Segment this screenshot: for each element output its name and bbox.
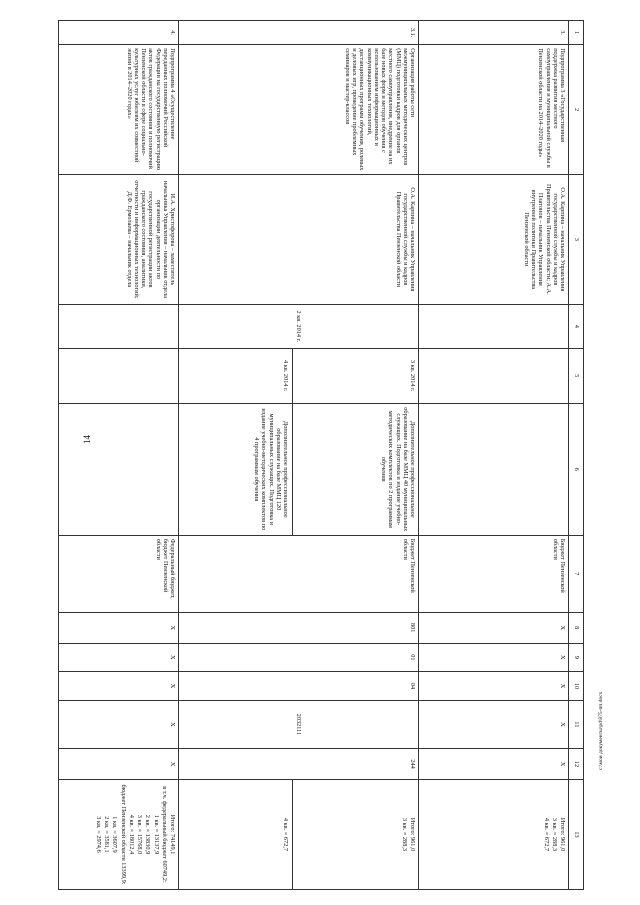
code-c9: 01 xyxy=(179,643,419,672)
result-b: Дополнительное профессиональное образование на базе ММЦ 120 муниципальных служащих. Подготовка и издание учебно-методических комплектов по 4 программам обучения xyxy=(253,404,293,535)
cell-c6 xyxy=(179,403,419,535)
col-header: 10 xyxy=(569,672,584,701)
code-c9: Х xyxy=(419,643,569,672)
code-c8: Х xyxy=(419,612,569,643)
financing-line: Итого: 961,0 xyxy=(559,817,566,852)
col-header: 1 xyxy=(569,21,584,45)
row-number: 3. xyxy=(419,21,569,45)
code-c8: Х xyxy=(59,612,179,643)
funding-source: Бюджет Пензенской области xyxy=(419,535,569,612)
financing-line: в т.ч. федеральный бюджет 60749,2: xyxy=(160,786,168,883)
col-header: 12 xyxy=(569,749,584,780)
financing-line: 2 кв. = 13830,9 xyxy=(144,814,152,855)
row-number: 3.1. xyxy=(179,21,419,45)
financing-line: 1 кв. = 3607,9 xyxy=(111,816,119,853)
col-header: 8 xyxy=(569,612,584,643)
rotated-page xyxy=(64,20,584,890)
cell-c4 xyxy=(59,304,179,348)
col-header: 11 xyxy=(569,700,584,748)
row-number: 4. xyxy=(59,21,179,45)
table-row xyxy=(179,21,419,890)
period-b: 4 кв. 2014 г. xyxy=(282,349,293,403)
code-c12: 244 xyxy=(179,749,419,780)
responsible: О.А. Карпина – начальник Управления государственной службы и кадров Правительства Пензенской области xyxy=(179,174,419,304)
col-header: 4 xyxy=(569,304,584,348)
table-row xyxy=(419,21,569,890)
cell-c4 xyxy=(419,304,569,348)
financing-line: 1 кв. = 13137,9 xyxy=(152,814,160,855)
financing xyxy=(179,779,419,889)
program-table xyxy=(58,20,584,890)
financing-line: Итого: 74149,1 xyxy=(169,814,176,855)
code-c8: 801 xyxy=(179,612,419,643)
responsible: И.А. Христофорова – заместитель начальника Управления – начальник отдела организации деятельности по государственной регистрации актов гражданского состояния, аналитики, отчетности и информационных технологий; Д.Ф. Ермолаева – начальник отдела xyxy=(59,174,179,304)
subprogram-name: Подпрограмма 4 «Осуществление переданных полномочий Российской Федерации на государственную регистрацию актов гражданского состояния и полномочий Пензенской области в сфере социально-культурных услуг юбилеям их совместной жизни в 2014–2020 годах» xyxy=(59,45,179,175)
cell-c4: 2 кв. 2014 г. xyxy=(179,304,419,348)
code-c9: Х xyxy=(59,643,179,672)
page-number: 14 xyxy=(82,435,92,444)
code-c10: Х xyxy=(59,672,179,701)
col-header: 3 xyxy=(569,174,584,304)
code-c10: Х xyxy=(419,672,569,701)
cell-c6 xyxy=(59,403,179,535)
period-a: 3 кв. 2014 г. xyxy=(409,360,416,392)
financing-line: 3 кв. = 15768,0 xyxy=(136,814,144,855)
financing-line: 3 кв. = 288,3 xyxy=(400,817,408,852)
financing xyxy=(419,779,569,889)
financing-line: Итого: 961,0 xyxy=(409,817,416,852)
col-header: 2 xyxy=(569,45,584,175)
responsible: О.А. Карпина – начальник Управления государственной службы и кадров Правительства Пензенской области; А.А. Платонов – начальник Управления внутренней политики Правительства Пензенской области xyxy=(419,174,569,304)
col-header: 9 xyxy=(569,643,584,672)
table-row xyxy=(59,21,179,890)
financing-line: 4 кв. = 18012,4 xyxy=(127,814,135,855)
funding-source: Федеральный бюджет, бюджет Пензенской области xyxy=(59,535,179,612)
financing-block-b xyxy=(282,780,293,889)
code-c11: 2032111 xyxy=(179,700,419,748)
financing xyxy=(59,779,179,889)
code-c12: Х xyxy=(59,749,179,780)
code-c10: 04 xyxy=(179,672,419,701)
measure-name: Организация работы сети межмуниципальных методических центров (ММЦ) подготовки кадров для органов местного самоуправления, внедрение на их базе новых форм и методов обучения с использованием информационных и коммуникационных технологий, дистанционных программ обучения, ролевых и деловых игр, проведение проблемных семинаров и мастер-классов xyxy=(179,45,419,175)
subprogram-name: Подпрограмма 3 «Государственная поддержка развития местного самоуправления и муниципальной службы в Пензенской области на 2014–2020 годы» xyxy=(419,45,569,175)
financing-line: 4 кв. = 672,7 xyxy=(282,817,289,852)
code-c11: Х xyxy=(419,700,569,748)
cell-c5 xyxy=(179,348,419,403)
cell-c5 xyxy=(419,348,569,403)
result-a: Дополнительное профессиональное образование на базе ММЦ 40 муниципальных служащих. Подготовка и издание учебно-методических комплектов по 2 программам обучения xyxy=(380,407,416,532)
cell-c5 xyxy=(59,348,179,403)
code-c12: Х xyxy=(419,749,569,780)
col-header: 7 xyxy=(569,535,584,612)
col-header: 13 xyxy=(569,779,584,889)
header-row xyxy=(569,21,584,890)
code-c11: Х xyxy=(59,700,179,748)
financing-line: 3 кв. = 288,3 xyxy=(550,817,558,852)
financing-block-a xyxy=(296,783,416,886)
funding-source: Бюджет Пензенской области xyxy=(179,535,419,612)
file-path-footer: c:\мои документы\pd\875-пп.docx xyxy=(598,691,604,770)
cell-c6 xyxy=(419,403,569,535)
financing-line: 2 кв. = 3581,1 xyxy=(103,816,111,853)
col-header: 6 xyxy=(569,403,584,535)
financing-line: бюджет Пензенской области 13399,9: xyxy=(119,784,127,885)
financing-line: 4 кв. = 672,7 xyxy=(542,817,550,852)
col-header: 5 xyxy=(569,348,584,403)
financing-line: 3 кв. = 2974,6 xyxy=(94,816,102,853)
